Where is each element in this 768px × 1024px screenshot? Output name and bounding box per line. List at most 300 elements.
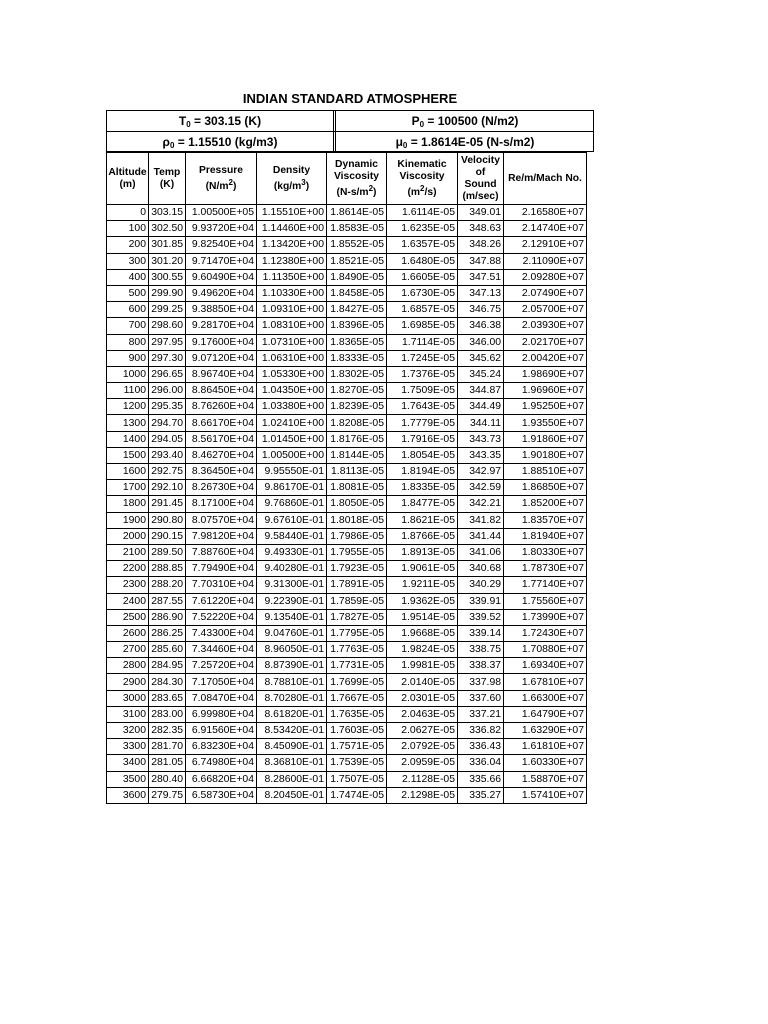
cell-dynamic-viscosity: 1.8614E-05 xyxy=(327,205,387,221)
cell-altitude: 1500 xyxy=(107,447,149,463)
cell-dynamic-viscosity: 1.8113E-05 xyxy=(327,464,387,480)
cell-re-mach: 1.63290E+07 xyxy=(504,723,587,739)
p0-value xyxy=(335,111,594,131)
cell-dynamic-viscosity: 1.8081E-05 xyxy=(327,480,387,496)
cell-temp: 284.30 xyxy=(149,674,186,690)
cell-velocity-of-sound: 346.00 xyxy=(458,334,504,350)
table-row xyxy=(107,318,587,334)
cell-velocity-of-sound: 347.88 xyxy=(458,253,504,269)
cell-altitude: 2600 xyxy=(107,625,149,641)
cell-altitude: 100 xyxy=(107,221,149,237)
cell-kinematic-viscosity: 1.9061E-05 xyxy=(387,561,458,577)
cell-temp: 288.20 xyxy=(149,577,186,593)
cell-altitude: 2100 xyxy=(107,544,149,560)
table-row xyxy=(107,690,587,706)
cell-temp: 285.60 xyxy=(149,642,186,658)
cell-re-mach: 1.67810E+07 xyxy=(504,674,587,690)
cell-dynamic-viscosity: 1.8176E-05 xyxy=(327,431,387,447)
table-row xyxy=(107,399,587,415)
cell-temp: 286.90 xyxy=(149,609,186,625)
cell-temp: 292.75 xyxy=(149,464,186,480)
cell-density: 8.28600E-01 xyxy=(257,771,327,787)
cell-velocity-of-sound: 342.59 xyxy=(458,480,504,496)
cell-density: 1.12380E+00 xyxy=(257,253,327,269)
cell-re-mach: 1.96960E+07 xyxy=(504,383,587,399)
cell-kinematic-viscosity: 1.8054E-05 xyxy=(387,447,458,463)
cell-density: 8.87390E-01 xyxy=(257,658,327,674)
cell-velocity-of-sound: 340.29 xyxy=(458,577,504,593)
cell-velocity-of-sound: 337.60 xyxy=(458,690,504,706)
header-velocity-of-sound: Velocity of Sound (m/sec) xyxy=(458,153,504,205)
cell-dynamic-viscosity: 1.7955E-05 xyxy=(327,544,387,560)
cell-temp: 301.20 xyxy=(149,253,186,269)
cell-density: 8.36810E-01 xyxy=(257,755,327,771)
table-row xyxy=(107,528,587,544)
header-temp: Temp (K) xyxy=(149,153,186,205)
cell-temp: 296.65 xyxy=(149,366,186,382)
cell-density: 1.04350E+00 xyxy=(257,383,327,399)
cell-altitude: 3600 xyxy=(107,787,149,803)
table-row xyxy=(107,609,587,625)
cell-dynamic-viscosity: 1.8427E-05 xyxy=(327,302,387,318)
table-row xyxy=(107,383,587,399)
cell-temp: 302.50 xyxy=(149,221,186,237)
mu0-symbol: μ xyxy=(395,135,403,149)
cell-density: 9.49330E-01 xyxy=(257,544,327,560)
cell-kinematic-viscosity: 1.6985E-05 xyxy=(387,318,458,334)
cell-density: 1.02410E+00 xyxy=(257,415,327,431)
cell-altitude: 2300 xyxy=(107,577,149,593)
cell-temp: 296.00 xyxy=(149,383,186,399)
cell-re-mach: 1.73990E+07 xyxy=(504,609,587,625)
cell-density: 8.78810E-01 xyxy=(257,674,327,690)
cell-temp: 280.40 xyxy=(149,771,186,787)
cell-kinematic-viscosity: 2.0627E-05 xyxy=(387,723,458,739)
cell-dynamic-viscosity: 1.7539E-05 xyxy=(327,755,387,771)
cell-density: 9.76860E-01 xyxy=(257,496,327,512)
cell-temp: 283.00 xyxy=(149,706,186,722)
table-row xyxy=(107,544,587,560)
cell-dynamic-viscosity: 1.7474E-05 xyxy=(327,787,387,803)
cell-pressure: 8.56170E+04 xyxy=(186,431,257,447)
cell-velocity-of-sound: 338.37 xyxy=(458,658,504,674)
cell-pressure: 7.43300E+04 xyxy=(186,625,257,641)
table-row xyxy=(107,237,587,253)
cell-temp: 289.50 xyxy=(149,544,186,560)
cell-pressure: 7.88760E+04 xyxy=(186,544,257,560)
table-row xyxy=(107,561,587,577)
cell-velocity-of-sound: 336.43 xyxy=(458,739,504,755)
cell-density: 1.06310E+00 xyxy=(257,350,327,366)
cell-density: 1.14460E+00 xyxy=(257,221,327,237)
cell-velocity-of-sound: 339.91 xyxy=(458,593,504,609)
cell-dynamic-viscosity: 1.7923E-05 xyxy=(327,561,387,577)
cell-temp: 287.55 xyxy=(149,593,186,609)
cell-temp: 281.70 xyxy=(149,739,186,755)
cell-pressure: 7.17050E+04 xyxy=(186,674,257,690)
cell-kinematic-viscosity: 1.6235E-05 xyxy=(387,221,458,237)
header-re-mach: Re/m/Mach No. xyxy=(504,153,587,205)
cell-dynamic-viscosity: 1.8583E-05 xyxy=(327,221,387,237)
cell-dynamic-viscosity: 1.8018E-05 xyxy=(327,512,387,528)
cell-kinematic-viscosity: 2.0959E-05 xyxy=(387,755,458,771)
cell-density: 1.09310E+00 xyxy=(257,302,327,318)
cell-re-mach: 2.14740E+07 xyxy=(504,221,587,237)
cell-kinematic-viscosity: 1.6357E-05 xyxy=(387,237,458,253)
cell-re-mach: 1.58870E+07 xyxy=(504,771,587,787)
cell-velocity-of-sound: 348.63 xyxy=(458,221,504,237)
cell-dynamic-viscosity: 1.7859E-05 xyxy=(327,593,387,609)
cell-pressure: 8.26730E+04 xyxy=(186,480,257,496)
mu0-value xyxy=(335,132,594,152)
cell-re-mach: 2.11090E+07 xyxy=(504,253,587,269)
cell-kinematic-viscosity: 2.0792E-05 xyxy=(387,739,458,755)
cell-temp: 295.35 xyxy=(149,399,186,415)
params-row-1 xyxy=(107,111,593,132)
cell-velocity-of-sound: 344.11 xyxy=(458,415,504,431)
page-title: INDIAN STANDARD ATMOSPHERE xyxy=(242,91,458,106)
table-row xyxy=(107,221,587,237)
table-row xyxy=(107,205,587,221)
cell-re-mach: 2.12910E+07 xyxy=(504,237,587,253)
cell-re-mach: 2.02170E+07 xyxy=(504,334,587,350)
cell-dynamic-viscosity: 1.7699E-05 xyxy=(327,674,387,690)
table-row xyxy=(107,496,587,512)
cell-re-mach: 1.83570E+07 xyxy=(504,512,587,528)
table-row xyxy=(107,674,587,690)
cell-temp: 303.15 xyxy=(149,205,186,221)
cell-re-mach: 1.90180E+07 xyxy=(504,447,587,463)
cell-altitude: 1300 xyxy=(107,415,149,431)
cell-re-mach: 1.95250E+07 xyxy=(504,399,587,415)
cell-pressure: 8.86450E+04 xyxy=(186,383,257,399)
cell-re-mach: 1.88510E+07 xyxy=(504,464,587,480)
cell-velocity-of-sound: 345.62 xyxy=(458,350,504,366)
cell-density: 8.96050E-01 xyxy=(257,642,327,658)
cell-temp: 288.85 xyxy=(149,561,186,577)
table-row xyxy=(107,771,587,787)
p0-subscript: 0 xyxy=(419,120,425,129)
cell-altitude: 1700 xyxy=(107,480,149,496)
cell-velocity-of-sound: 347.13 xyxy=(458,285,504,301)
cell-altitude: 1800 xyxy=(107,496,149,512)
cell-kinematic-viscosity: 1.7245E-05 xyxy=(387,350,458,366)
cell-dynamic-viscosity: 1.8333E-05 xyxy=(327,350,387,366)
cell-density: 1.10330E+00 xyxy=(257,285,327,301)
cell-altitude: 2000 xyxy=(107,528,149,544)
cell-pressure: 8.07570E+04 xyxy=(186,512,257,528)
cell-altitude: 900 xyxy=(107,350,149,366)
cell-density: 1.00500E+00 xyxy=(257,447,327,463)
cell-density: 1.05330E+00 xyxy=(257,366,327,382)
cell-re-mach: 1.64790E+07 xyxy=(504,706,587,722)
cell-temp: 290.80 xyxy=(149,512,186,528)
table-row xyxy=(107,706,587,722)
cell-kinematic-viscosity: 1.6605E-05 xyxy=(387,269,458,285)
cell-velocity-of-sound: 342.21 xyxy=(458,496,504,512)
table-row xyxy=(107,723,587,739)
table-row xyxy=(107,431,587,447)
cell-dynamic-viscosity: 1.8208E-05 xyxy=(327,415,387,431)
cell-dynamic-viscosity: 1.7603E-05 xyxy=(327,723,387,739)
cell-density: 8.20450E-01 xyxy=(257,787,327,803)
cell-pressure: 7.70310E+04 xyxy=(186,577,257,593)
cell-temp: 281.05 xyxy=(149,755,186,771)
reference-parameters xyxy=(106,110,594,152)
cell-density: 1.03380E+00 xyxy=(257,399,327,415)
cell-temp: 283.65 xyxy=(149,690,186,706)
cell-pressure: 9.93720E+04 xyxy=(186,221,257,237)
cell-kinematic-viscosity: 1.6480E-05 xyxy=(387,253,458,269)
cell-temp: 299.25 xyxy=(149,302,186,318)
cell-re-mach: 1.81940E+07 xyxy=(504,528,587,544)
cell-kinematic-viscosity: 1.7509E-05 xyxy=(387,383,458,399)
cell-pressure: 1.00500E+05 xyxy=(186,205,257,221)
params-row-2 xyxy=(107,132,593,152)
cell-altitude: 3500 xyxy=(107,771,149,787)
cell-altitude: 2500 xyxy=(107,609,149,625)
p0-symbol: P xyxy=(411,114,420,128)
cell-pressure: 7.08470E+04 xyxy=(186,690,257,706)
cell-dynamic-viscosity: 1.8050E-05 xyxy=(327,496,387,512)
cell-kinematic-viscosity: 1.8766E-05 xyxy=(387,528,458,544)
table-row xyxy=(107,334,587,350)
cell-density: 9.31300E-01 xyxy=(257,577,327,593)
cell-dynamic-viscosity: 1.7731E-05 xyxy=(327,658,387,674)
cell-pressure: 8.96740E+04 xyxy=(186,366,257,382)
cell-kinematic-viscosity: 1.7916E-05 xyxy=(387,431,458,447)
cell-temp: 279.75 xyxy=(149,787,186,803)
cell-kinematic-viscosity: 1.9211E-05 xyxy=(387,577,458,593)
cell-re-mach: 1.78730E+07 xyxy=(504,561,587,577)
cell-velocity-of-sound: 335.66 xyxy=(458,771,504,787)
cell-velocity-of-sound: 345.24 xyxy=(458,366,504,382)
cell-re-mach: 1.70880E+07 xyxy=(504,642,587,658)
cell-pressure: 9.82540E+04 xyxy=(186,237,257,253)
cell-kinematic-viscosity: 2.0140E-05 xyxy=(387,674,458,690)
cell-re-mach: 1.77140E+07 xyxy=(504,577,587,593)
cell-dynamic-viscosity: 1.8396E-05 xyxy=(327,318,387,334)
cell-temp: 294.05 xyxy=(149,431,186,447)
cell-altitude: 300 xyxy=(107,253,149,269)
cell-temp: 286.25 xyxy=(149,625,186,641)
cell-re-mach: 2.03930E+07 xyxy=(504,318,587,334)
cell-dynamic-viscosity: 1.8270E-05 xyxy=(327,383,387,399)
cell-re-mach: 2.07490E+07 xyxy=(504,285,587,301)
cell-kinematic-viscosity: 1.9514E-05 xyxy=(387,609,458,625)
cell-dynamic-viscosity: 1.7986E-05 xyxy=(327,528,387,544)
cell-kinematic-viscosity: 1.8477E-05 xyxy=(387,496,458,512)
cell-pressure: 8.36450E+04 xyxy=(186,464,257,480)
cell-dynamic-viscosity: 1.8552E-05 xyxy=(327,237,387,253)
cell-kinematic-viscosity: 2.1298E-05 xyxy=(387,787,458,803)
header-density: Density $(kg/m^3)$ xyxy=(257,153,327,205)
cell-altitude: 1100 xyxy=(107,383,149,399)
cell-altitude: 3300 xyxy=(107,739,149,755)
cell-altitude: 2400 xyxy=(107,593,149,609)
cell-velocity-of-sound: 337.98 xyxy=(458,674,504,690)
cell-temp: 299.90 xyxy=(149,285,186,301)
cell-temp: 284.95 xyxy=(149,658,186,674)
cell-kinematic-viscosity: 1.7376E-05 xyxy=(387,366,458,382)
header-dynamic-viscosity: Dynamic Viscosity $(N-s/m^2)$ xyxy=(327,153,387,205)
cell-pressure: 9.17600E+04 xyxy=(186,334,257,350)
cell-temp: 297.30 xyxy=(149,350,186,366)
cell-re-mach: 1.98690E+07 xyxy=(504,366,587,382)
cell-altitude: 0 xyxy=(107,205,149,221)
cell-velocity-of-sound: 341.06 xyxy=(458,544,504,560)
cell-velocity-of-sound: 342.97 xyxy=(458,464,504,480)
cell-density: 1.11350E+00 xyxy=(257,269,327,285)
cell-velocity-of-sound: 343.73 xyxy=(458,431,504,447)
cell-re-mach: 1.75560E+07 xyxy=(504,593,587,609)
cell-pressure: 7.34460E+04 xyxy=(186,642,257,658)
cell-kinematic-viscosity: 1.6857E-05 xyxy=(387,302,458,318)
cell-velocity-of-sound: 341.82 xyxy=(458,512,504,528)
cell-altitude: 1900 xyxy=(107,512,149,528)
cell-dynamic-viscosity: 1.8302E-05 xyxy=(327,366,387,382)
table-row xyxy=(107,464,587,480)
rho0-symbol: ρ xyxy=(162,135,170,149)
cell-kinematic-viscosity: 1.8913E-05 xyxy=(387,544,458,560)
cell-dynamic-viscosity: 1.7667E-05 xyxy=(327,690,387,706)
cell-temp: 292.10 xyxy=(149,480,186,496)
cell-velocity-of-sound: 344.49 xyxy=(458,399,504,415)
atmosphere-table xyxy=(106,152,587,804)
cell-density: 8.45090E-01 xyxy=(257,739,327,755)
table-row xyxy=(107,350,587,366)
t0-text: = 303.15 (K) xyxy=(190,114,262,128)
cell-kinematic-viscosity: 1.9981E-05 xyxy=(387,658,458,674)
header-altitude: Altitude (m) xyxy=(107,153,149,205)
cell-re-mach: 1.57410E+07 xyxy=(504,787,587,803)
cell-altitude: 2900 xyxy=(107,674,149,690)
cell-density: 9.86170E-01 xyxy=(257,480,327,496)
cell-velocity-of-sound: 337.21 xyxy=(458,706,504,722)
cell-dynamic-viscosity: 1.8239E-05 xyxy=(327,399,387,415)
cell-dynamic-viscosity: 1.8490E-05 xyxy=(327,269,387,285)
t0-value xyxy=(107,111,334,131)
t0-subscript: 0 xyxy=(186,120,191,129)
cell-re-mach: 1.61810E+07 xyxy=(504,739,587,755)
cell-pressure: 9.38850E+04 xyxy=(186,302,257,318)
cell-altitude: 3000 xyxy=(107,690,149,706)
cell-re-mach: 1.91860E+07 xyxy=(504,431,587,447)
cell-pressure: 6.83230E+04 xyxy=(186,739,257,755)
cell-pressure: 8.76260E+04 xyxy=(186,399,257,415)
cell-temp: 282.35 xyxy=(149,723,186,739)
cell-density: 9.40280E-01 xyxy=(257,561,327,577)
cell-pressure: 6.91560E+04 xyxy=(186,723,257,739)
cell-pressure: 6.58730E+04 xyxy=(186,787,257,803)
cell-velocity-of-sound: 346.38 xyxy=(458,318,504,334)
cell-pressure: 7.25720E+04 xyxy=(186,658,257,674)
cell-re-mach: 1.85200E+07 xyxy=(504,496,587,512)
cell-velocity-of-sound: 347.51 xyxy=(458,269,504,285)
cell-kinematic-viscosity: 1.9824E-05 xyxy=(387,642,458,658)
cell-kinematic-viscosity: 2.0301E-05 xyxy=(387,690,458,706)
cell-pressure: 9.49620E+04 xyxy=(186,285,257,301)
table-row xyxy=(107,269,587,285)
cell-pressure: 8.46270E+04 xyxy=(186,447,257,463)
cell-density: 9.58440E-01 xyxy=(257,528,327,544)
cell-velocity-of-sound: 335.27 xyxy=(458,787,504,803)
cell-altitude: 3200 xyxy=(107,723,149,739)
cell-altitude: 3100 xyxy=(107,706,149,722)
cell-kinematic-viscosity: 2.0463E-05 xyxy=(387,706,458,722)
cell-kinematic-viscosity: 1.8194E-05 xyxy=(387,464,458,480)
header-pressure: Pressure $(N/m^2)$ xyxy=(186,153,257,205)
cell-velocity-of-sound: 341.44 xyxy=(458,528,504,544)
cell-kinematic-viscosity: 1.9362E-05 xyxy=(387,593,458,609)
table-row xyxy=(107,366,587,382)
cell-re-mach: 2.09280E+07 xyxy=(504,269,587,285)
cell-density: 8.61820E-01 xyxy=(257,706,327,722)
cell-velocity-of-sound: 338.75 xyxy=(458,642,504,658)
cell-velocity-of-sound: 348.26 xyxy=(458,237,504,253)
cell-velocity-of-sound: 339.14 xyxy=(458,625,504,641)
cell-pressure: 6.74980E+04 xyxy=(186,755,257,771)
cell-dynamic-viscosity: 1.8365E-05 xyxy=(327,334,387,350)
cell-velocity-of-sound: 336.04 xyxy=(458,755,504,771)
table-row xyxy=(107,755,587,771)
cell-density: 1.07310E+00 xyxy=(257,334,327,350)
cell-pressure: 7.61220E+04 xyxy=(186,593,257,609)
cell-temp: 301.85 xyxy=(149,237,186,253)
cell-kinematic-viscosity: 1.7643E-05 xyxy=(387,399,458,415)
cell-pressure: 9.07120E+04 xyxy=(186,350,257,366)
table-row xyxy=(107,593,587,609)
table-row xyxy=(107,253,587,269)
cell-density: 9.04760E-01 xyxy=(257,625,327,641)
cell-pressure: 7.98120E+04 xyxy=(186,528,257,544)
table-body xyxy=(107,205,587,804)
cell-temp: 298.60 xyxy=(149,318,186,334)
cell-velocity-of-sound: 344.87 xyxy=(458,383,504,399)
cell-pressure: 7.52220E+04 xyxy=(186,609,257,625)
cell-altitude: 1600 xyxy=(107,464,149,480)
cell-pressure: 7.79490E+04 xyxy=(186,561,257,577)
cell-velocity-of-sound: 346.75 xyxy=(458,302,504,318)
table-row xyxy=(107,658,587,674)
cell-density: 9.95550E-01 xyxy=(257,464,327,480)
cell-kinematic-viscosity: 2.1128E-05 xyxy=(387,771,458,787)
cell-re-mach: 1.86850E+07 xyxy=(504,480,587,496)
cell-re-mach: 1.66300E+07 xyxy=(504,690,587,706)
table-row xyxy=(107,577,587,593)
cell-density: 9.13540E-01 xyxy=(257,609,327,625)
cell-dynamic-viscosity: 1.7827E-05 xyxy=(327,609,387,625)
cell-velocity-of-sound: 343.35 xyxy=(458,447,504,463)
cell-re-mach: 1.80330E+07 xyxy=(504,544,587,560)
table-row xyxy=(107,739,587,755)
cell-dynamic-viscosity: 1.7571E-05 xyxy=(327,739,387,755)
cell-temp: 290.15 xyxy=(149,528,186,544)
cell-altitude: 1000 xyxy=(107,366,149,382)
cell-pressure: 9.71470E+04 xyxy=(186,253,257,269)
cell-altitude: 700 xyxy=(107,318,149,334)
table-row xyxy=(107,285,587,301)
cell-kinematic-viscosity: 1.7114E-05 xyxy=(387,334,458,350)
cell-altitude: 2200 xyxy=(107,561,149,577)
cell-kinematic-viscosity: 1.6114E-05 xyxy=(387,205,458,221)
cell-density: 9.67610E-01 xyxy=(257,512,327,528)
cell-re-mach: 1.69340E+07 xyxy=(504,658,587,674)
cell-altitude: 2800 xyxy=(107,658,149,674)
cell-temp: 300.55 xyxy=(149,269,186,285)
cell-altitude: 1400 xyxy=(107,431,149,447)
cell-density: 1.01450E+00 xyxy=(257,431,327,447)
